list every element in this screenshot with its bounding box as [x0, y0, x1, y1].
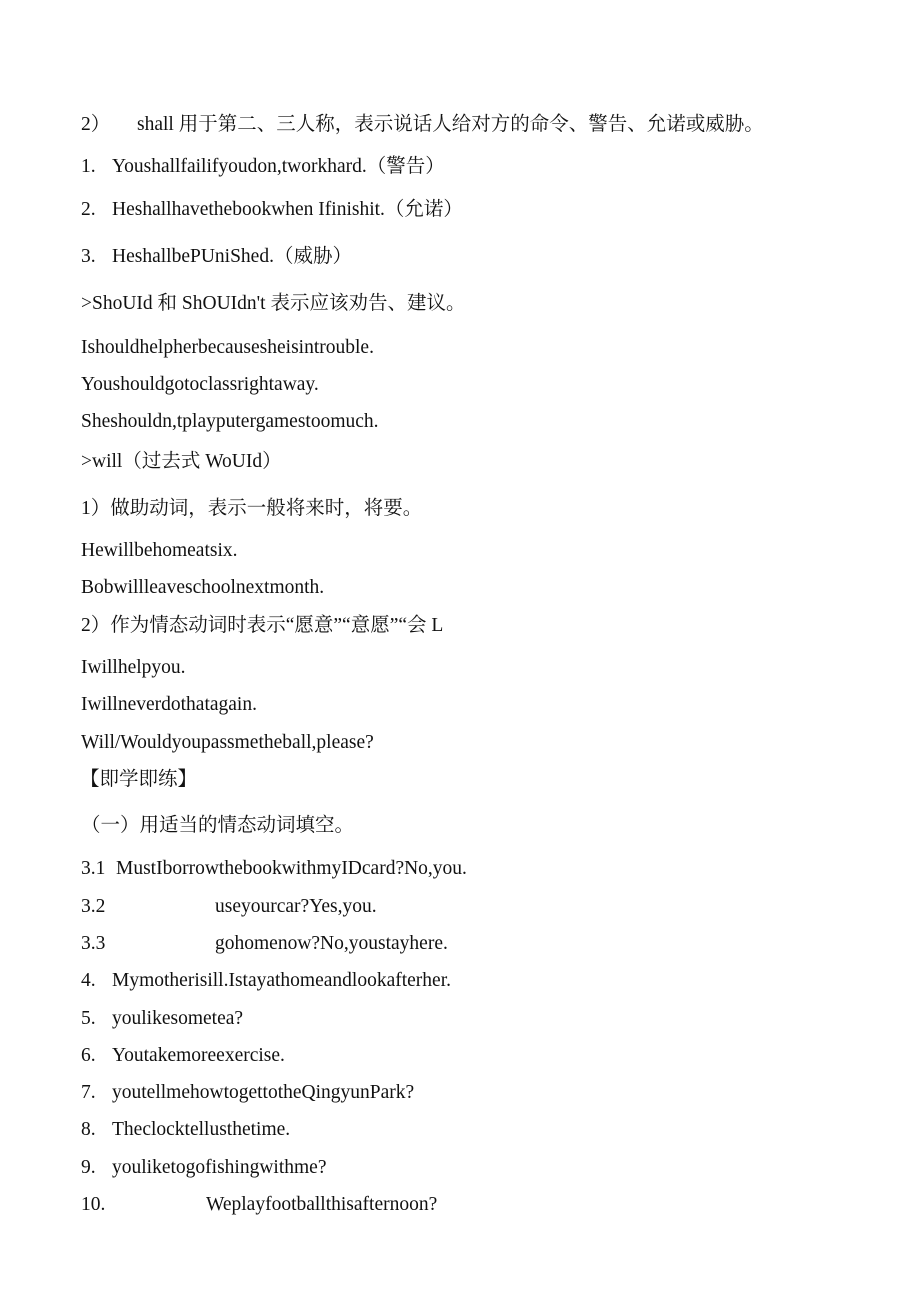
- exercise-number: 10.: [81, 1194, 106, 1215]
- exercise-text: Mymotherisill.Istayathomeandlookafterher.: [112, 970, 451, 991]
- should-example: Youshouldgotoclassrightaway.: [81, 374, 319, 395]
- will-example: Iwillhelpyou.: [81, 657, 186, 678]
- example-text: HeshallbePUniShed.（威胁）: [112, 246, 352, 267]
- exercise-text: useyourcar?Yes,you.: [215, 896, 377, 917]
- example-text: Heshallhavethebookwhen Ifinishit.（允诺）: [112, 199, 463, 220]
- should-heading: >ShoUId 和 ShOUIdn't 表示应该劝告、建议。: [81, 293, 466, 314]
- will-example: Will/Wouldyoupassmetheball,please?: [81, 732, 374, 753]
- shall-example: [81, 197, 463, 223]
- example-number: 1.: [81, 156, 96, 177]
- practice-title: 【即学即练】: [80, 769, 198, 790]
- will-example: Bobwillleaveschoolnextmonth.: [81, 577, 325, 598]
- exercise-number: 4.: [81, 970, 96, 991]
- exercise-item: [81, 894, 377, 920]
- exercise-text: Theclocktellusthetime.: [112, 1119, 291, 1140]
- exercise-text: MustIborrowthebookwithmyIDcard?No,you.: [116, 858, 467, 879]
- exercise-item: [81, 1006, 243, 1032]
- example-number: 3.: [81, 246, 96, 267]
- shall-heading: [81, 112, 764, 138]
- exercise-item: [81, 1192, 437, 1218]
- will-heading: >will（过去式 WoUId）: [81, 451, 282, 472]
- shall-heading-number: 2）: [81, 114, 111, 135]
- will-example: Hewillbehomeatsix.: [81, 540, 238, 561]
- exercise-number: 6.: [81, 1045, 96, 1066]
- exercise-number: 9.: [81, 1157, 96, 1178]
- exercise-item: [81, 856, 467, 882]
- exercise-number: 3.3: [81, 933, 106, 954]
- example-text: Youshallfailifyoudon,tworkhard.（警告）: [112, 156, 445, 177]
- exercise-number: 8.: [81, 1119, 96, 1140]
- exercise-number: 5.: [81, 1008, 96, 1029]
- practice-subtitle: （一）用适当的情态动词填空。: [81, 815, 355, 836]
- should-example: Ishouldhelpherbecausesheisintrouble.: [81, 337, 374, 358]
- example-number: 2.: [81, 199, 96, 220]
- will-example: Iwillneverdothatagain.: [81, 694, 257, 715]
- exercise-item: [81, 1155, 326, 1181]
- exercise-text: youliketogofishingwithme?: [112, 1157, 327, 1178]
- exercise-text: youtellmehowtogettotheQingyunPark?: [112, 1082, 415, 1103]
- will-subheading-2: 2）作为情态动词时表示“愿意”“意愿”“会 L: [81, 615, 444, 636]
- exercise-text: Youtakemoreexercise.: [112, 1045, 285, 1066]
- exercise-item: [81, 968, 451, 994]
- should-example: Sheshouldn,tplayputergamestoomuch.: [81, 411, 379, 432]
- shall-example: [81, 154, 445, 180]
- will-subheading-1: 1）做助动词，表示一般将来时，将要。: [81, 498, 423, 519]
- exercise-number: 3.2: [81, 896, 106, 917]
- exercise-text: Weplayfootballthisafternoon?: [206, 1194, 438, 1215]
- exercise-item: [81, 931, 448, 957]
- exercise-text: gohomenow?No,youstayhere.: [215, 933, 448, 954]
- exercise-item: [81, 1080, 414, 1106]
- exercise-number: 3.1: [81, 858, 106, 879]
- shall-example: [81, 244, 352, 270]
- exercise-item: [81, 1117, 290, 1143]
- exercise-item: [81, 1043, 285, 1069]
- shall-heading-text: shall 用于第二、三人称，表示说话人给对方的命令、警告、允诺或威胁。: [137, 114, 764, 135]
- exercise-text: youlikesometea?: [112, 1008, 244, 1029]
- exercise-number: 7.: [81, 1082, 96, 1103]
